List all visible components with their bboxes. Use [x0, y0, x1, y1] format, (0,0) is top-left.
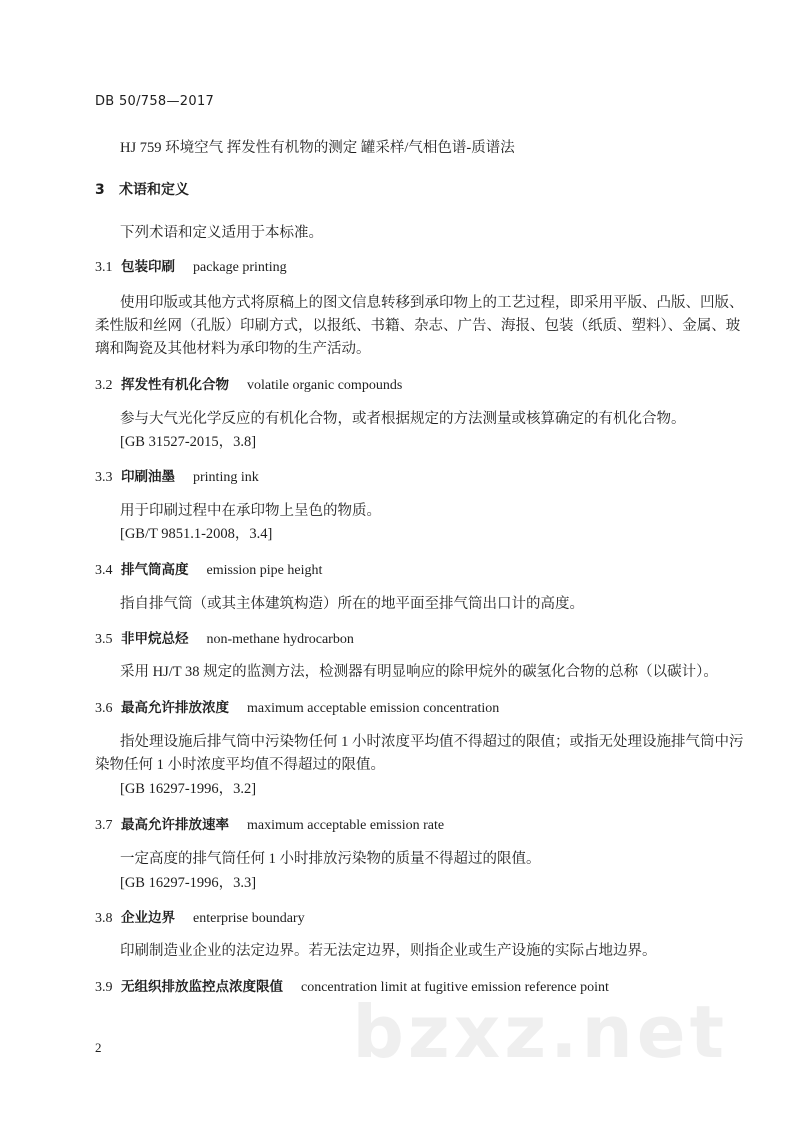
term-number: 3.2 — [95, 378, 113, 393]
term-3-3-source-reference: [GB/T 9851.1-2008，3.4] — [120, 526, 273, 542]
term-3-1-definition-line: 璃和陶瓷及其他材料为承印物的生产活动。 — [95, 341, 371, 357]
term-name-cn: 最高允许排放速率 — [121, 817, 229, 833]
term-3-2-heading — [95, 373, 402, 394]
document-number: DB 50/758—2017 — [95, 94, 215, 109]
section-intro: 下列术语和定义适用于本标准。 — [120, 225, 323, 241]
term-3-2-source-reference: [GB 31527-2015，3.8] — [120, 434, 257, 450]
term-number: 3.5 — [95, 632, 113, 647]
term-name-en: concentration limit at fugitive emission reference point — [301, 980, 609, 995]
term-name-en: non-methane hydrocarbon — [206, 632, 354, 647]
page-number: 2 — [95, 1040, 102, 1055]
term-name-en: package printing — [193, 260, 287, 275]
term-3-6-definition-line: 指处理设施后排气筒中污染物任何 1 小时浓度平均值不得超过的限值；或指无处理设施排气筒中污 — [120, 734, 744, 750]
term-3-6-heading — [95, 696, 499, 717]
term-3-7-source-reference: [GB 16297-1996，3.3] — [120, 875, 257, 891]
term-3-5-heading — [95, 627, 354, 648]
term-name-en: volatile organic compounds — [247, 378, 403, 393]
term-name-cn: 无组织排放监控点浓度限值 — [121, 979, 283, 995]
term-3-1-definition-line: 使用印版或其他方式将原稿上的图文信息转移到承印物上的工艺过程，即采用平版、凸版、凹版、 — [120, 295, 744, 311]
term-number: 3.9 — [95, 980, 113, 995]
term-name-en: printing ink — [193, 470, 259, 485]
term-name-cn: 最高允许排放浓度 — [121, 700, 229, 716]
term-3-7-heading — [95, 813, 444, 834]
term-3-3-heading — [95, 465, 259, 486]
term-name-en: enterprise boundary — [193, 911, 305, 926]
term-number: 3.3 — [95, 470, 113, 485]
term-number: 3.6 — [95, 701, 113, 716]
term-3-3-definition-line: 用于印刷过程中在承印物上呈色的物质。 — [120, 503, 381, 519]
section-heading — [95, 179, 189, 199]
term-name-cn: 印刷油墨 — [121, 469, 175, 485]
term-name-cn: 包装印刷 — [121, 259, 175, 275]
term-3-2-definition-line: 参与大气光化学反应的有机化合物，或者根据规定的方法测量或核算确定的有机化合物。 — [120, 411, 686, 427]
term-name-en: maximum acceptable emission rate — [247, 818, 445, 833]
term-3-1-definition-line: 柔性版和丝网（孔版）印刷方式，以报纸、书籍、杂志、广告、海报、包装（纸质、塑料）、金属、玻 — [95, 318, 741, 334]
term-name-en: maximum acceptable emission concentration — [247, 701, 500, 716]
watermark: bzxz.net — [352, 990, 728, 1074]
term-name-cn: 挥发性有机化合物 — [121, 377, 229, 393]
term-3-8-definition-line: 印刷制造业企业的法定边界。若无法定边界，则指企业或生产设施的实际占地边界。 — [120, 943, 657, 959]
section-number: 3 — [95, 182, 105, 198]
term-name-cn: 企业边界 — [121, 910, 175, 926]
term-number: 3.8 — [95, 911, 113, 926]
term-3-8-heading — [95, 906, 305, 927]
term-number: 3.1 — [95, 260, 113, 275]
term-name-cn: 排气筒高度 — [121, 562, 189, 578]
term-3-6-source-reference: [GB 16297-1996，3.2] — [120, 781, 257, 797]
term-3-7-definition-line: 一定高度的排气筒任何 1 小时排放污染物的质量不得超过的限值。 — [120, 851, 541, 867]
term-number: 3.4 — [95, 563, 113, 578]
term-number: 3.7 — [95, 818, 113, 833]
term-3-4-definition-line: 指自排气筒（或其主体建筑构造）所在的地平面至排气筒出口计的高度。 — [120, 596, 584, 612]
term-3-6-definition-line: 染物任何 1 小时浓度平均值不得超过的限值。 — [95, 757, 385, 773]
term-name-en: emission pipe height — [206, 563, 323, 578]
normative-reference-line: HJ 759 环境空气 挥发性有机物的测定 罐采样/气相色谱-质谱法 — [120, 140, 515, 156]
section-title: 术语和定义 — [119, 182, 189, 198]
term-3-1-heading — [95, 255, 287, 276]
term-name-cn: 非甲烷总烃 — [121, 631, 189, 647]
term-3-5-definition-line: 采用 HJ/T 38 规定的监测方法，检测器有明显响应的除甲烷外的碳氢化合物的总称（以碳计）。 — [120, 664, 718, 680]
term-3-4-heading — [95, 558, 322, 579]
